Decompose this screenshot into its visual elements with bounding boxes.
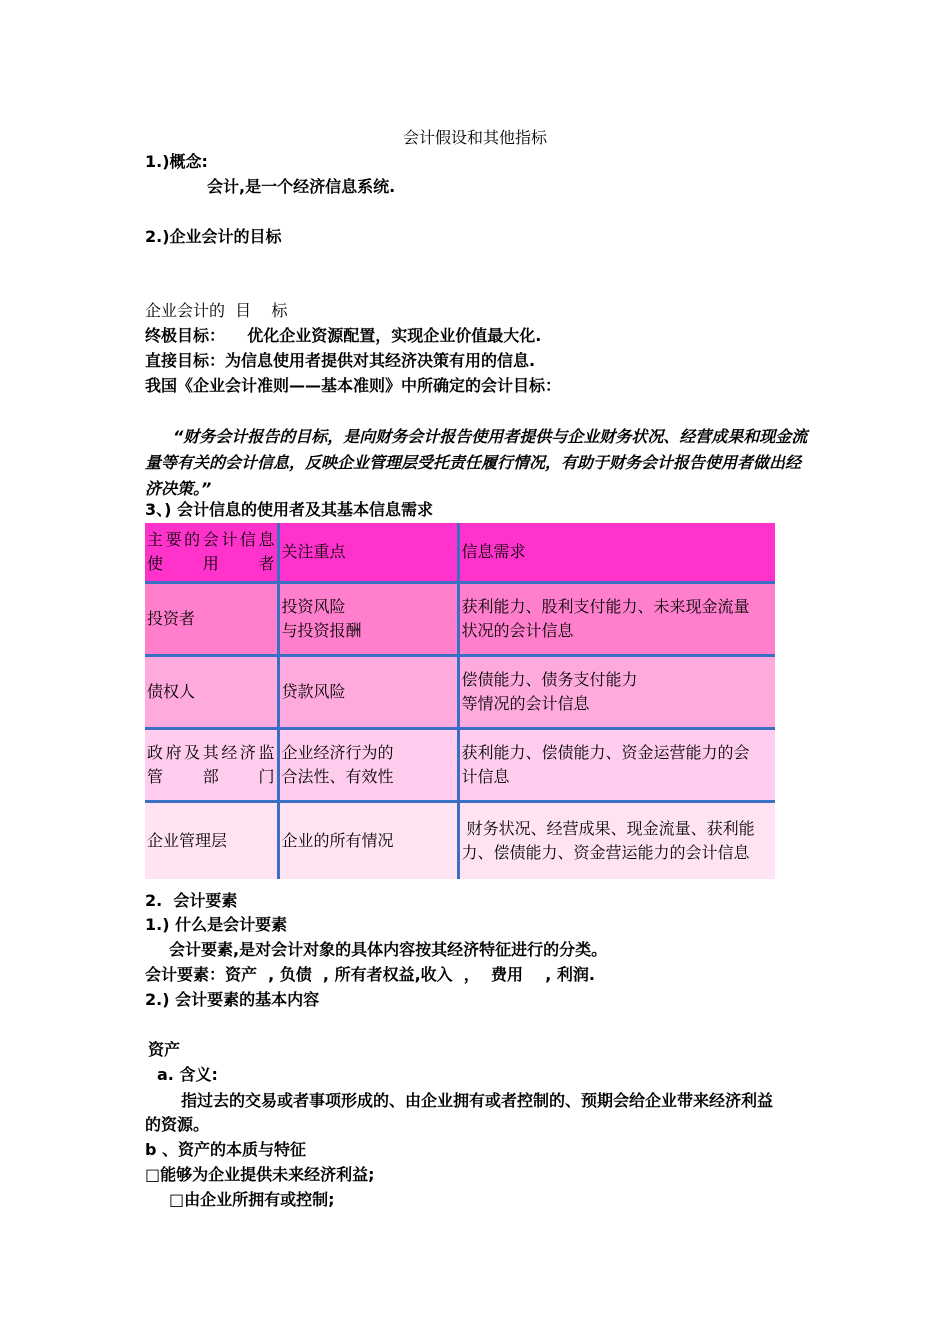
standard-goal-intro: 我国《企业会计准则——基本准则》中所确定的会计目标：	[145, 376, 562, 395]
cell-line: 与投资报酬	[281, 621, 362, 640]
table-cell-user: 投资者	[145, 583, 278, 656]
table-cell-focus	[278, 802, 458, 880]
cell-line: 财务状况、经营成果、现金流量、获利能	[461, 819, 755, 838]
section-elements-heading: 2. 会计要素	[145, 891, 238, 910]
table-row	[145, 729, 775, 802]
cell-line: 获利能力、股利支付能力、未来现金流量	[461, 597, 750, 616]
table-cell-user: 政府及其经济监管部门	[145, 729, 278, 802]
cell-line: 合法性、有效性	[281, 767, 394, 786]
cell-line: 状况的会计信息	[461, 621, 574, 640]
table-row	[145, 802, 775, 880]
ultimate-goal: 终极目标： 优化企业资源配置，实现企业价值最大化.	[145, 326, 542, 345]
cell-line: 贷款风险	[281, 682, 346, 701]
table-header-cell: 主要的会计信息使用者	[145, 523, 278, 583]
direct-goal: 直接目标：为信息使用者提供对其经济决策有用的信息.	[145, 351, 536, 370]
cell-line: 投资风险	[281, 597, 346, 616]
asset-nature-heading: b 、资产的本质与特征	[145, 1140, 307, 1159]
elements-definition: 会计要素,是对会计对象的具体内容按其经济特征进行的分类。	[169, 940, 608, 959]
cell-line: 等情况的会计信息	[461, 694, 590, 713]
asset-feature-2: □由企业所拥有或控制;	[169, 1190, 335, 1209]
table-cell-need	[458, 729, 775, 802]
section-concept-heading: 1.)概念:	[145, 152, 208, 171]
concept-definition: 会计,是一个经济信息系统.	[207, 177, 396, 196]
table-cell-user: 企业管理层	[145, 802, 278, 880]
cell-line: 企业经济行为的	[281, 743, 394, 762]
asset-feature-1: □能够为企业提供未来经济利益;	[145, 1165, 375, 1184]
table-header-cell: 关注重点	[278, 523, 458, 583]
table-header-cell: 信息需求	[458, 523, 775, 583]
table-row	[145, 656, 775, 729]
asset-heading: 资产	[148, 1040, 181, 1059]
asset-meaning-line-1: 指过去的交易或者事项形成的、由企业拥有或者控制的、预期会给企业带来经济利益	[181, 1091, 774, 1110]
goal-label: 企业会计的 目 标	[145, 301, 288, 320]
table-header-row	[145, 523, 775, 583]
table-cell-focus	[278, 656, 458, 729]
cell-line: 计信息	[461, 767, 510, 786]
table-cell-focus	[278, 583, 458, 656]
elements-question-2: 2.) 会计要素的基本内容	[145, 990, 320, 1009]
asset-meaning-line-2: 的资源。	[145, 1115, 210, 1134]
table-row	[145, 583, 775, 656]
table-cell-need	[458, 656, 775, 729]
cell-line: 获利能力、偿债能力、资金运营能力的会	[461, 743, 750, 762]
section-users-heading: 3、) 会计信息的使用者及其基本信息需求	[145, 500, 434, 519]
table-cell-user: 债权人	[145, 656, 278, 729]
elements-list: 会计要素：资产 , 负债 , 所有者权益,收入 ， 费用 , 利润.	[145, 965, 595, 984]
document-title: 会计假设和其他指标	[402, 128, 547, 147]
section-goal-heading: 2.)企业会计的目标	[145, 227, 282, 246]
cell-line: 偿债能力、债务支付能力	[461, 670, 638, 689]
elements-question-1: 1.) 什么是会计要素	[145, 915, 288, 934]
table-cell-need	[458, 583, 775, 656]
info-users-table	[145, 523, 775, 879]
cell-line: 力、偿债能力、资金营运能力的会计信息	[461, 843, 750, 862]
table-cell-need	[458, 802, 775, 880]
cell-line: 企业的所有情况	[281, 831, 394, 850]
table-cell-focus	[278, 729, 458, 802]
goal-quote: “财务会计报告的目标，是向财务会计报告使用者提供与企业财务状况、经营成果和现金流量等有关的会计信息，反映企业管理层受托责任履行情况，有助于财务会计报告使用者做出经济决策。”	[145, 427, 808, 498]
asset-meaning-label: a. 含义:	[157, 1065, 218, 1084]
